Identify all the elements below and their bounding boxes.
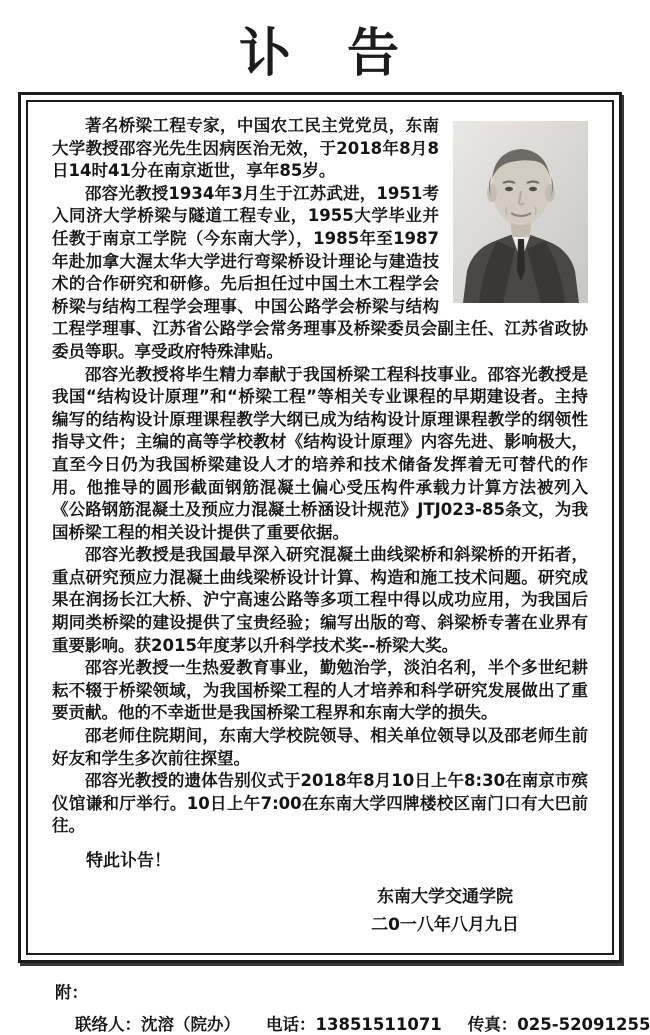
contact-fax: 传真：025-52091255 [467,1014,650,1034]
contact-phone: 电话：13851511071 [266,1014,442,1034]
body-paragraph-7: 邵容光教授的遗体告别仪式于2018年8月10日上午8:30在南京市殡仪馆谦和厅举行。10日上午7:00在东南大学四牌楼校区南门口有大巴前往。 [52,771,588,836]
body-paragraph-3: 邵容光教授将毕生精力奉献于我国桥梁工程科技事业。邵容光教授是我国“结构设计原理”和“桥梁工程”等相关专业课程的早期建设者。主持编写的结构设计原理课程教学大纲已成为结构设计原理课程教学的纲领性指导文件；主编的高等学校教材《结构设计原理》内容先进、影响极大，直至今日仍为我国桥梁建设人才的培养和技术储备发挥着无可替代的作用。他推导的圆形截面钢筋混凝土偏心受压构件承载力计算方法被列入《公路钢筋混凝土及预应力混凝土桥涵设计规范》JTJ023-85条文，为我国桥梁工程的相关设计提供了重要依据。 [52,364,588,542]
body-paragraph-5: 邵容光教授一生热爱教育事业，勤勉治学，淡泊名利，半个多世纪耕耘不辍于桥梁领域，为我国桥梁工程的人才培养和科学研究发展做出了重要贡献。他的不幸逝世是我国桥梁工程界和东南大学的损失。 [52,658,588,723]
signature-date: 二0一八年八月九日 [371,914,519,935]
body-paragraph-6: 邵老师住院期间，东南大学校院领导、相关单位领导以及邵老师生前好友和学生多次前往探望。 [52,726,588,768]
notice-box [26,100,614,955]
body-paragraph-2: 邵容光教授1934年3月生于江苏武进，1951考入同济大学桥梁与隧道工程专业，1955大学毕业并任教于南京工学院（今东南大学），1985年至1987年赴加拿大渥太华大学进行弯梁桥设计理论与建造技术的合作研究和研修。先后担任过中国土木工程学会桥梁与结构工程学会理事、中国公路学会桥梁与结构工程学理事、江苏省公路学会常务理事及桥梁委员会副主任、江苏省政协委员等职。享受政府特殊津贴。 [52,183,588,361]
portrait-photo [453,121,588,303]
signature-block [350,883,540,939]
attachment-section [55,979,650,1035]
notice-outer-border [18,92,622,963]
contact-line [75,1011,650,1035]
signature-org: 东南大学交通学院 [377,886,513,907]
contact-person: 联络人：沈溶（院办） [75,1014,240,1034]
closing-statement: 特此讣告！ [86,851,171,871]
body-paragraph-4: 邵容光教授是我国最早深入研究混凝土曲线梁桥和斜梁桥的开拓者，重点研究预应力混凝土曲线梁桥设计计算、构造和施工技术问题。研究成果在润扬长江大桥、沪宁高速公路等多项工程中得以成功应用，为我国后期同类桥梁的建设提供了宝贵经验；编写出版的弯、斜梁桥专著在业界有重要影响。获2015年度茅以升科学技术奖--桥梁大奖。 [52,545,588,655]
body-paragraph-1: 著名桥梁工程专家，中国农工民主党党员，东南大学教授邵容光先生因病医治无效，于2018年8月8日14时41分在南京逝世，享年85岁。 [52,116,439,181]
notice-body [52,115,588,939]
obituary-page [0,24,650,1034]
page-title: 讣 告 [238,24,401,84]
attachment-label: 附： [55,982,88,1002]
